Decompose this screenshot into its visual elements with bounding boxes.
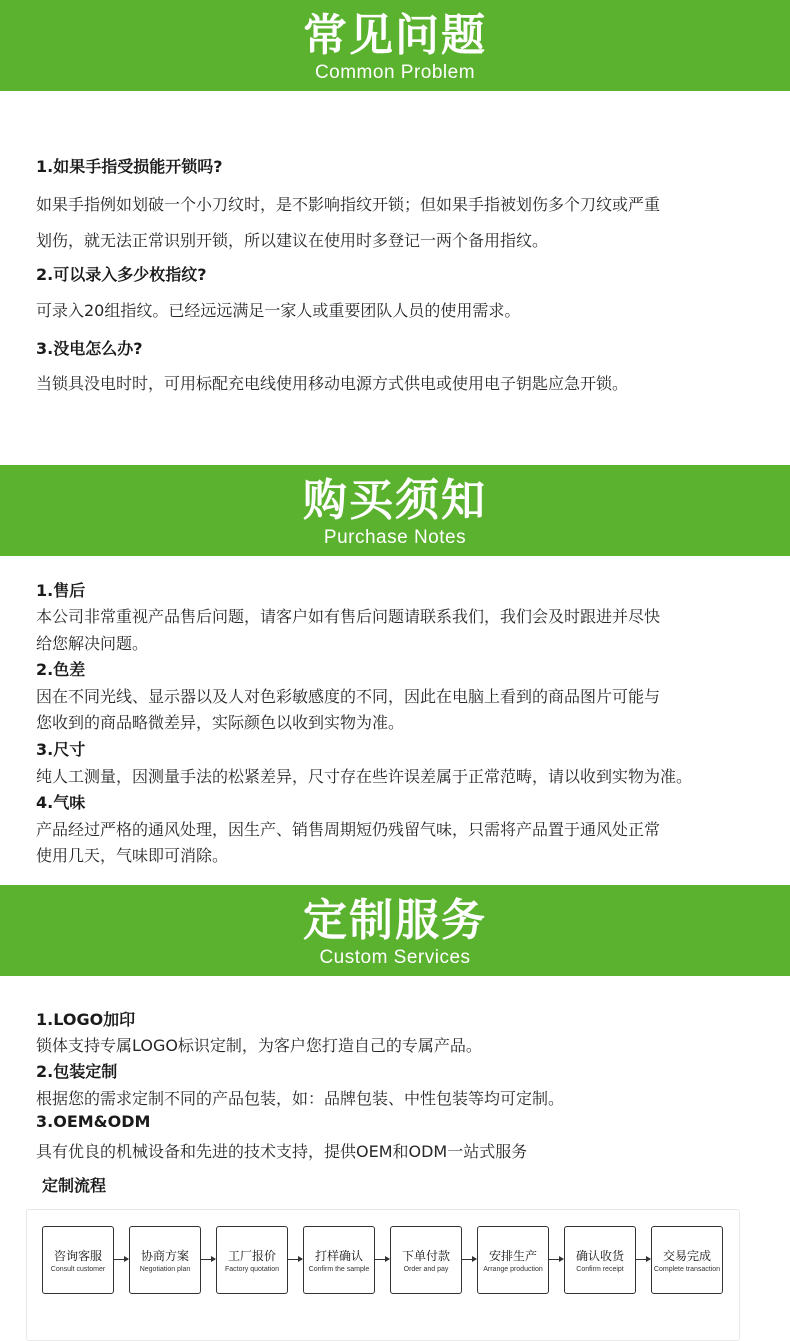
purchase-text-2-line-1: 因在不同光线、显示器以及人对色彩敏感度的不同，因此在电脑上看到的商品图片可能与 <box>36 687 661 706</box>
custom-heading-2: 2.包装定制 <box>36 1062 118 1081</box>
step-sublabel: Order and pay <box>403 1266 449 1273</box>
purchase-heading-3: 3.尺寸 <box>36 740 86 759</box>
purchase-text-4-line-2: 使用几天，气味即可消除。 <box>36 846 229 865</box>
purchase-subtitle: Purchase Notes <box>323 527 467 548</box>
step-sublabel: Negotiation plan <box>139 1266 191 1273</box>
purchase-text-3: 纯人工测量，因测量手法的松紧差异，尺寸存在些许误差属于正常范畴，请以收到实物为准。 <box>36 767 693 786</box>
faq-subtitle: Common Problem <box>314 62 476 83</box>
faq-answer-1-line-1: 如果手指例如划破一个小刀纹时，是不影响指纹开锁；但如果手指被划伤多个刀纹或严重 <box>36 195 661 214</box>
custom-heading-3: 3.OEM&ODM <box>36 1112 151 1131</box>
purchase-text-1-line-1: 本公司非常重视产品售后问题，请客户如有售后问题请联系我们，我们会及时跟进并尽快 <box>36 607 661 626</box>
step-sublabel: Factory quotation <box>224 1266 280 1273</box>
arrow-icon <box>461 1259 476 1260</box>
faq-question-1: 1.如果手指受损能开锁吗? <box>36 157 223 176</box>
step-label: 安排生产 <box>488 1249 537 1263</box>
custom-heading-1: 1.LOGO加印 <box>36 1010 136 1029</box>
process-step-quotation <box>216 1226 288 1294</box>
faq-answer-3: 当锁具没电时时，可用标配充电线使用移动电源方式供电或使用电子钥匙应急开锁。 <box>36 374 629 393</box>
step-label: 工厂报价 <box>227 1249 276 1263</box>
step-label: 交易完成 <box>662 1249 711 1263</box>
arrow-icon <box>635 1259 650 1260</box>
arrow-icon <box>200 1259 215 1260</box>
custom-subtitle: Custom Services <box>319 947 471 968</box>
process-step-production <box>477 1226 549 1294</box>
faq-answer-2: 可录入20组指纹。已经远远满足一家人或重要团队人员的使用需求。 <box>36 301 521 320</box>
purchase-banner <box>0 465 790 556</box>
step-label: 咨询客服 <box>53 1249 102 1263</box>
purchase-text-4-line-1: 产品经过严格的通风处理，因生产、销售周期短仍残留气味，只需将产品置于通风处正常 <box>36 820 661 839</box>
custom-title: 定制服务 <box>303 895 487 946</box>
arrow-icon <box>113 1259 128 1260</box>
process-step-order <box>390 1226 462 1294</box>
faq-question-2: 2.可以录入多少枚指纹? <box>36 265 207 284</box>
process-step-negotiation <box>129 1226 201 1294</box>
process-step-complete <box>651 1226 723 1294</box>
custom-text-3: 具有优良的机械设备和先进的技术支持，提供OEM和ODM一站式服务 <box>36 1142 528 1161</box>
step-label: 打样确认 <box>314 1249 363 1263</box>
faq-banner <box>0 0 790 91</box>
faq-title: 常见问题 <box>303 10 487 61</box>
purchase-heading-2: 2.色差 <box>36 660 86 679</box>
purchase-title: 购买须知 <box>303 475 487 526</box>
step-sublabel: Consult customer <box>50 1266 106 1273</box>
custom-banner <box>0 885 790 976</box>
custom-text-2: 根据您的需求定制不同的产品包装，如：品牌包装、中性包装等均可定制。 <box>36 1089 565 1108</box>
process-step-consult <box>42 1226 114 1294</box>
step-label: 确认收货 <box>575 1249 624 1263</box>
arrow-icon <box>287 1259 302 1260</box>
step-sublabel: Arrange production <box>483 1266 543 1273</box>
faq-question-3: 3.没电怎么办? <box>36 339 143 358</box>
purchase-text-2-line-2: 您收到的商品略微差异，实际颜色以收到实物为准。 <box>36 713 405 732</box>
purchase-heading-1: 1.售后 <box>36 581 86 600</box>
arrow-icon <box>548 1259 563 1260</box>
faq-answer-1-line-2: 划伤，就无法正常识别开锁，所以建议在使用时多登记一两个备用指纹。 <box>36 231 549 250</box>
process-step-sample <box>303 1226 375 1294</box>
process-title: 定制流程 <box>42 1176 107 1195</box>
purchase-text-1-line-2: 给您解决问题。 <box>36 634 149 653</box>
step-sublabel: Complete transaction <box>653 1266 721 1273</box>
step-sublabel: Confirm receipt <box>576 1266 624 1273</box>
step-sublabel: Confirm the sample <box>308 1266 370 1273</box>
custom-text-1: 锁体支持专属LOGO标识定制，为客户您打造自己的专属产品。 <box>36 1036 482 1055</box>
arrow-icon <box>374 1259 389 1260</box>
purchase-heading-4: 4.气味 <box>36 793 86 812</box>
step-label: 下单付款 <box>401 1249 450 1263</box>
process-step-receipt <box>564 1226 636 1294</box>
step-label: 协商方案 <box>140 1249 189 1263</box>
